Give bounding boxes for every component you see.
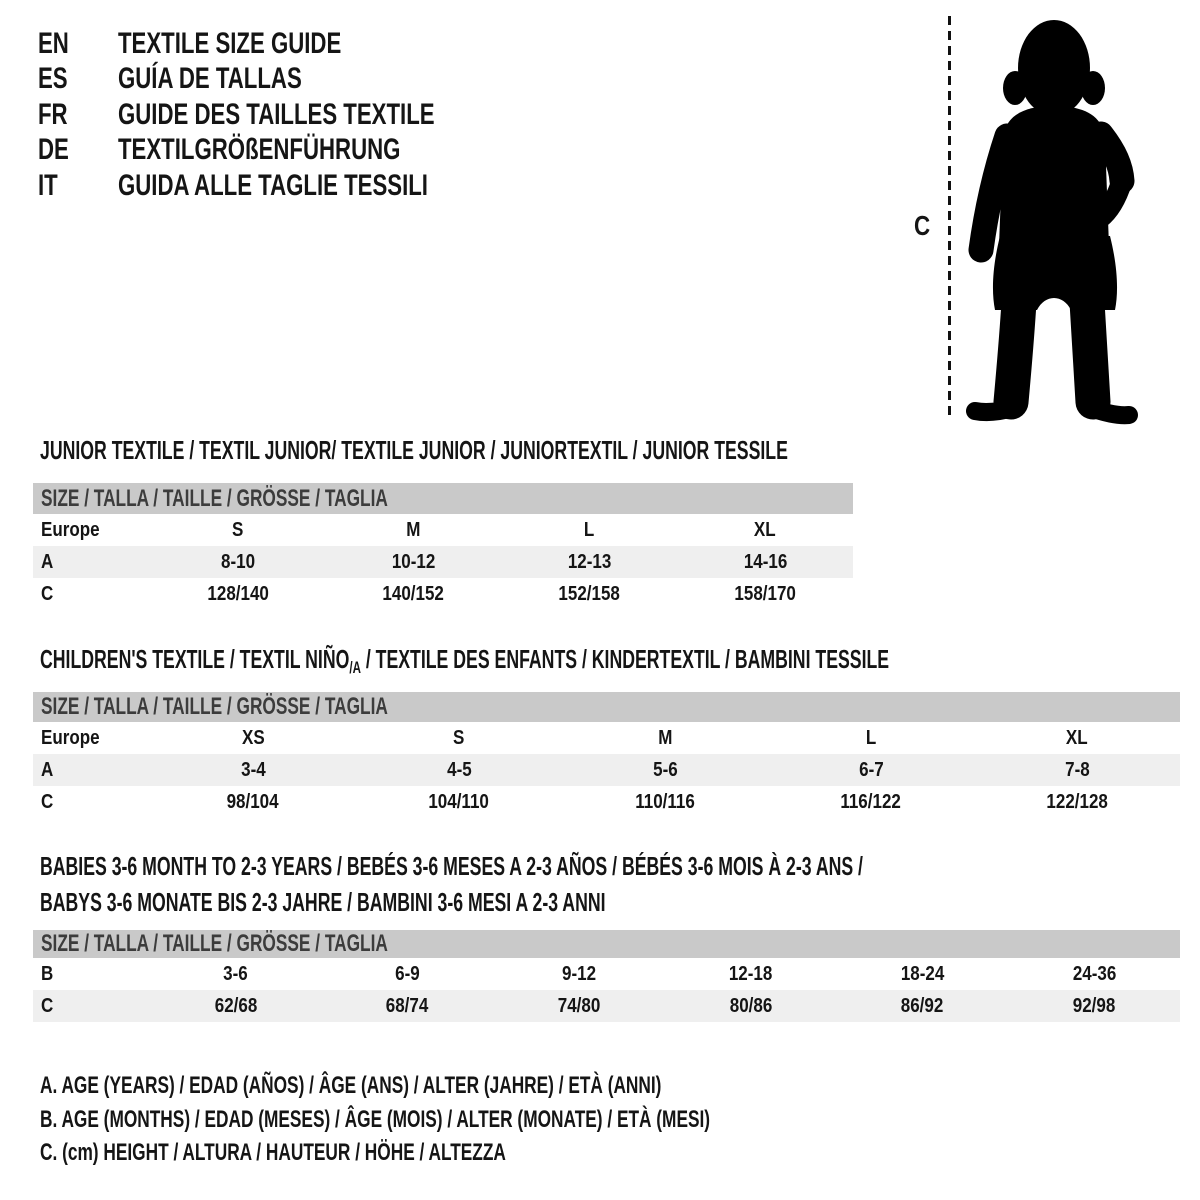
language-title: GUÍA DE TALLAS <box>118 62 302 95</box>
size-cell: 7-8 <box>1064 758 1090 781</box>
size-cell: 80/86 <box>729 994 773 1017</box>
table-row <box>33 578 853 610</box>
language-code: EN <box>38 27 69 60</box>
size-cell: M <box>406 518 421 541</box>
row-label: C <box>41 582 54 605</box>
height-measure-label: C <box>914 210 931 241</box>
size-cell: 68/74 <box>386 994 429 1017</box>
size-cell: 98/104 <box>226 790 279 813</box>
size-header-label: SIZE / TALLA / TAILLE / GRÖSSE / TAGLIA <box>41 930 388 957</box>
size-header-label: SIZE / TALLA / TAILLE / GRÖSSE / TAGLIA <box>41 484 388 512</box>
table-row <box>33 958 1180 990</box>
size-cell: 12-13 <box>567 550 612 573</box>
size-cell: L <box>865 726 877 749</box>
size-cell: 92/98 <box>1072 994 1116 1017</box>
size-cell: L <box>584 518 595 541</box>
size-cell: 140/152 <box>382 582 445 605</box>
row-label: C <box>41 994 54 1017</box>
size-cell: 6-9 <box>395 962 420 985</box>
language-code: DE <box>38 133 69 166</box>
size-header-bar <box>33 692 1180 722</box>
table-row <box>33 754 1180 786</box>
babies-size-table <box>33 930 1180 1022</box>
row-label: B <box>41 962 54 985</box>
table-row <box>33 786 1180 818</box>
size-cell: 9-12 <box>562 962 597 985</box>
size-cell: XL <box>754 518 776 541</box>
size-cell: 74/80 <box>557 994 601 1017</box>
junior-section-title: JUNIOR TEXTILE / TEXTIL JUNIOR/ TEXTILE JUNIOR / JUNIORTEXTIL / JUNIOR TESSILE <box>40 435 788 465</box>
size-cell: 104/110 <box>428 790 490 813</box>
size-cell: 110/116 <box>635 790 695 813</box>
size-cell: 158/170 <box>734 582 796 605</box>
size-cell: 3-6 <box>223 962 249 985</box>
size-cell: 24-36 <box>1072 962 1116 985</box>
size-cell: 12-18 <box>729 962 773 985</box>
row-label: Europe <box>41 726 100 749</box>
size-cell: 14-16 <box>743 550 787 573</box>
size-cell: S <box>453 726 465 749</box>
table-row <box>33 722 1180 754</box>
children-size-table <box>33 692 1180 818</box>
row-label: C <box>41 790 54 813</box>
babies-section-title <box>40 848 863 920</box>
table-row <box>33 546 853 578</box>
row-label: A <box>41 758 54 781</box>
size-cell: 4-5 <box>446 758 472 781</box>
language-code: FR <box>38 98 68 131</box>
size-cell: 128/140 <box>207 582 269 605</box>
size-cell: 10-12 <box>391 550 436 573</box>
language-title: GUIDA ALLE TAGLIE TESSILI <box>118 169 428 202</box>
language-title: TEXTILGRÖßENFÜHRUNG <box>118 133 401 166</box>
baby-silhouette-figure <box>953 14 1148 426</box>
row-label: Europe <box>41 518 100 541</box>
table-row <box>33 514 853 546</box>
size-cell: XS <box>241 726 265 749</box>
size-cell: 152/158 <box>558 582 621 605</box>
size-cell: 86/92 <box>901 994 944 1017</box>
size-cell: M <box>657 726 673 749</box>
legend-line-b: B. AGE (MONTHS) / EDAD (MESES) / ÂGE (MOIS) / ALTER (MONATE) / ETÀ (MESI) <box>40 1106 711 1133</box>
baby-silhouette-icon <box>953 14 1148 426</box>
size-cell: 5-6 <box>652 758 678 781</box>
language-title: TEXTILE SIZE GUIDE <box>118 27 342 60</box>
junior-size-table <box>33 483 853 610</box>
size-cell: 122/128 <box>1046 790 1108 813</box>
height-dashed-line <box>948 16 951 416</box>
legend-line-a: A. AGE (YEARS) / EDAD (AÑOS) / ÂGE (ANS) / ALTER (JAHRE) / ETÀ (ANNI) <box>40 1072 662 1099</box>
size-header-bar <box>33 483 853 514</box>
size-cell: 8-10 <box>220 550 255 573</box>
size-header-label: SIZE / TALLA / TAILLE / GRÖSSE / TAGLIA <box>41 693 388 720</box>
language-code: IT <box>38 169 58 202</box>
babies-title-line1: BABIES 3-6 MONTH TO 2-3 YEARS / BEBÉS 3-6 MESES A 2-3 AÑOS / BÉBÉS 3-6 MOIS À 2-3 ANS / <box>40 851 863 881</box>
language-code: ES <box>38 62 68 95</box>
size-cell: 62/68 <box>214 994 258 1017</box>
size-header-bar <box>33 930 1180 958</box>
row-label: A <box>41 550 54 573</box>
size-cell: XL <box>1066 726 1088 749</box>
children-section-title: CHILDREN'S TEXTILE / TEXTIL NIÑO/A / TEXTILE DES ENFANTS / KINDERTEXTIL / BAMBINI TESSILE <box>40 644 890 677</box>
table-row <box>33 990 1180 1022</box>
language-title: GUIDE DES TAILLES TEXTILE <box>118 98 435 131</box>
legend-line-c: C. (cm) HEIGHT / ALTURA / HAUTEUR / HÖHE / ALTEZZA <box>40 1139 506 1166</box>
babies-title-line2: BABYS 3-6 MONATE BIS 2-3 JAHRE / BAMBINI 3-6 MESI A 2-3 ANNI <box>40 887 606 917</box>
size-cell: 18-24 <box>900 962 945 985</box>
size-cell: 116/122 <box>840 790 902 813</box>
size-cell: S <box>232 518 244 541</box>
size-cell: 6-7 <box>858 758 884 781</box>
size-cell: 3-4 <box>240 758 266 781</box>
